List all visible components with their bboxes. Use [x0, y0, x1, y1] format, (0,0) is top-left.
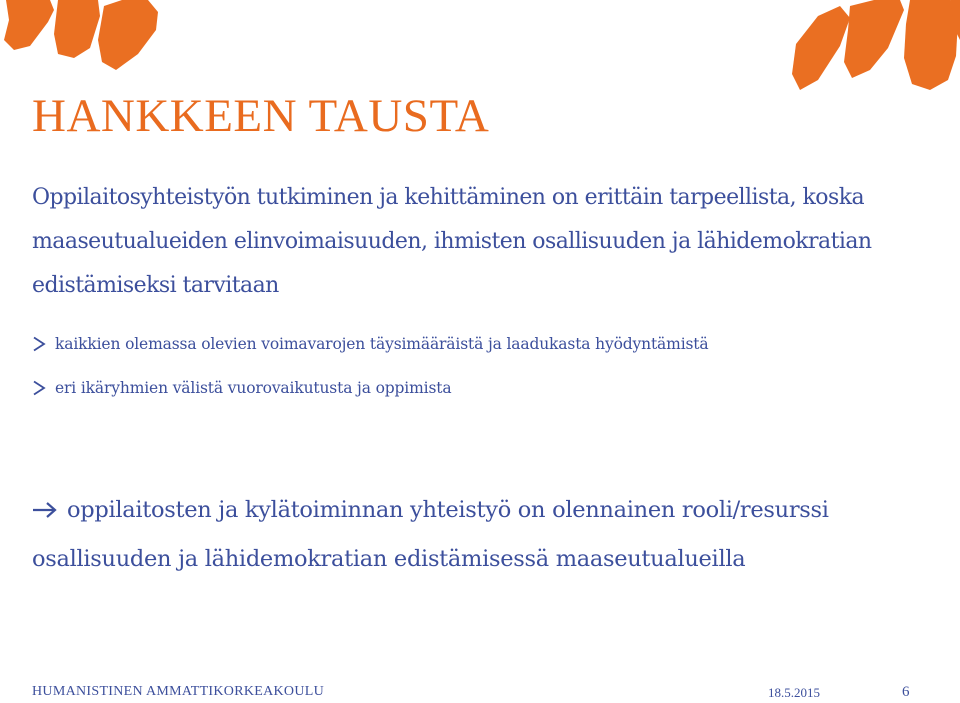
slide-title: HANKKEEN TAUSTA: [32, 90, 490, 142]
bullet-text: eri ikäryhmien välistä vuorovaikutusta ja oppimista: [55, 379, 452, 397]
bullet-text: kaikkien olemassa olevien voimavarojen täysimääräistä ja laadukasta hyödyntämistä: [55, 335, 709, 353]
arrowhead-bullet-icon: [32, 380, 46, 396]
arrowhead-bullet-icon: [32, 336, 46, 352]
intro-paragraph: Oppilaitosyhteistyön tutkiminen ja kehittäminen on erittäin tarpeellista, koska maaseutualueiden elinvoimaisuuden, ihmisten osallisuuden ja lähidemokratian edistämiseksi tarvitaan: [32, 185, 872, 298]
footer-date: 18.5.2015: [768, 685, 820, 700]
bullet-list: [32, 322, 708, 410]
conclusion-text: oppilaitosten ja kylätoiminnan yhteistyö on olennainen rooli/resurssi osallisuuden ja lähidemokratian edistämisessä maaseutualueilla: [32, 497, 829, 572]
footer-organization: HUMANISTINEN AMMATTIKORKEAKOULU: [32, 684, 325, 699]
right-arrow-icon: [32, 501, 58, 519]
list-item: [32, 322, 708, 366]
list-item: [32, 366, 708, 410]
page-number: 6: [902, 684, 910, 700]
conclusion-paragraph: [32, 486, 932, 584]
